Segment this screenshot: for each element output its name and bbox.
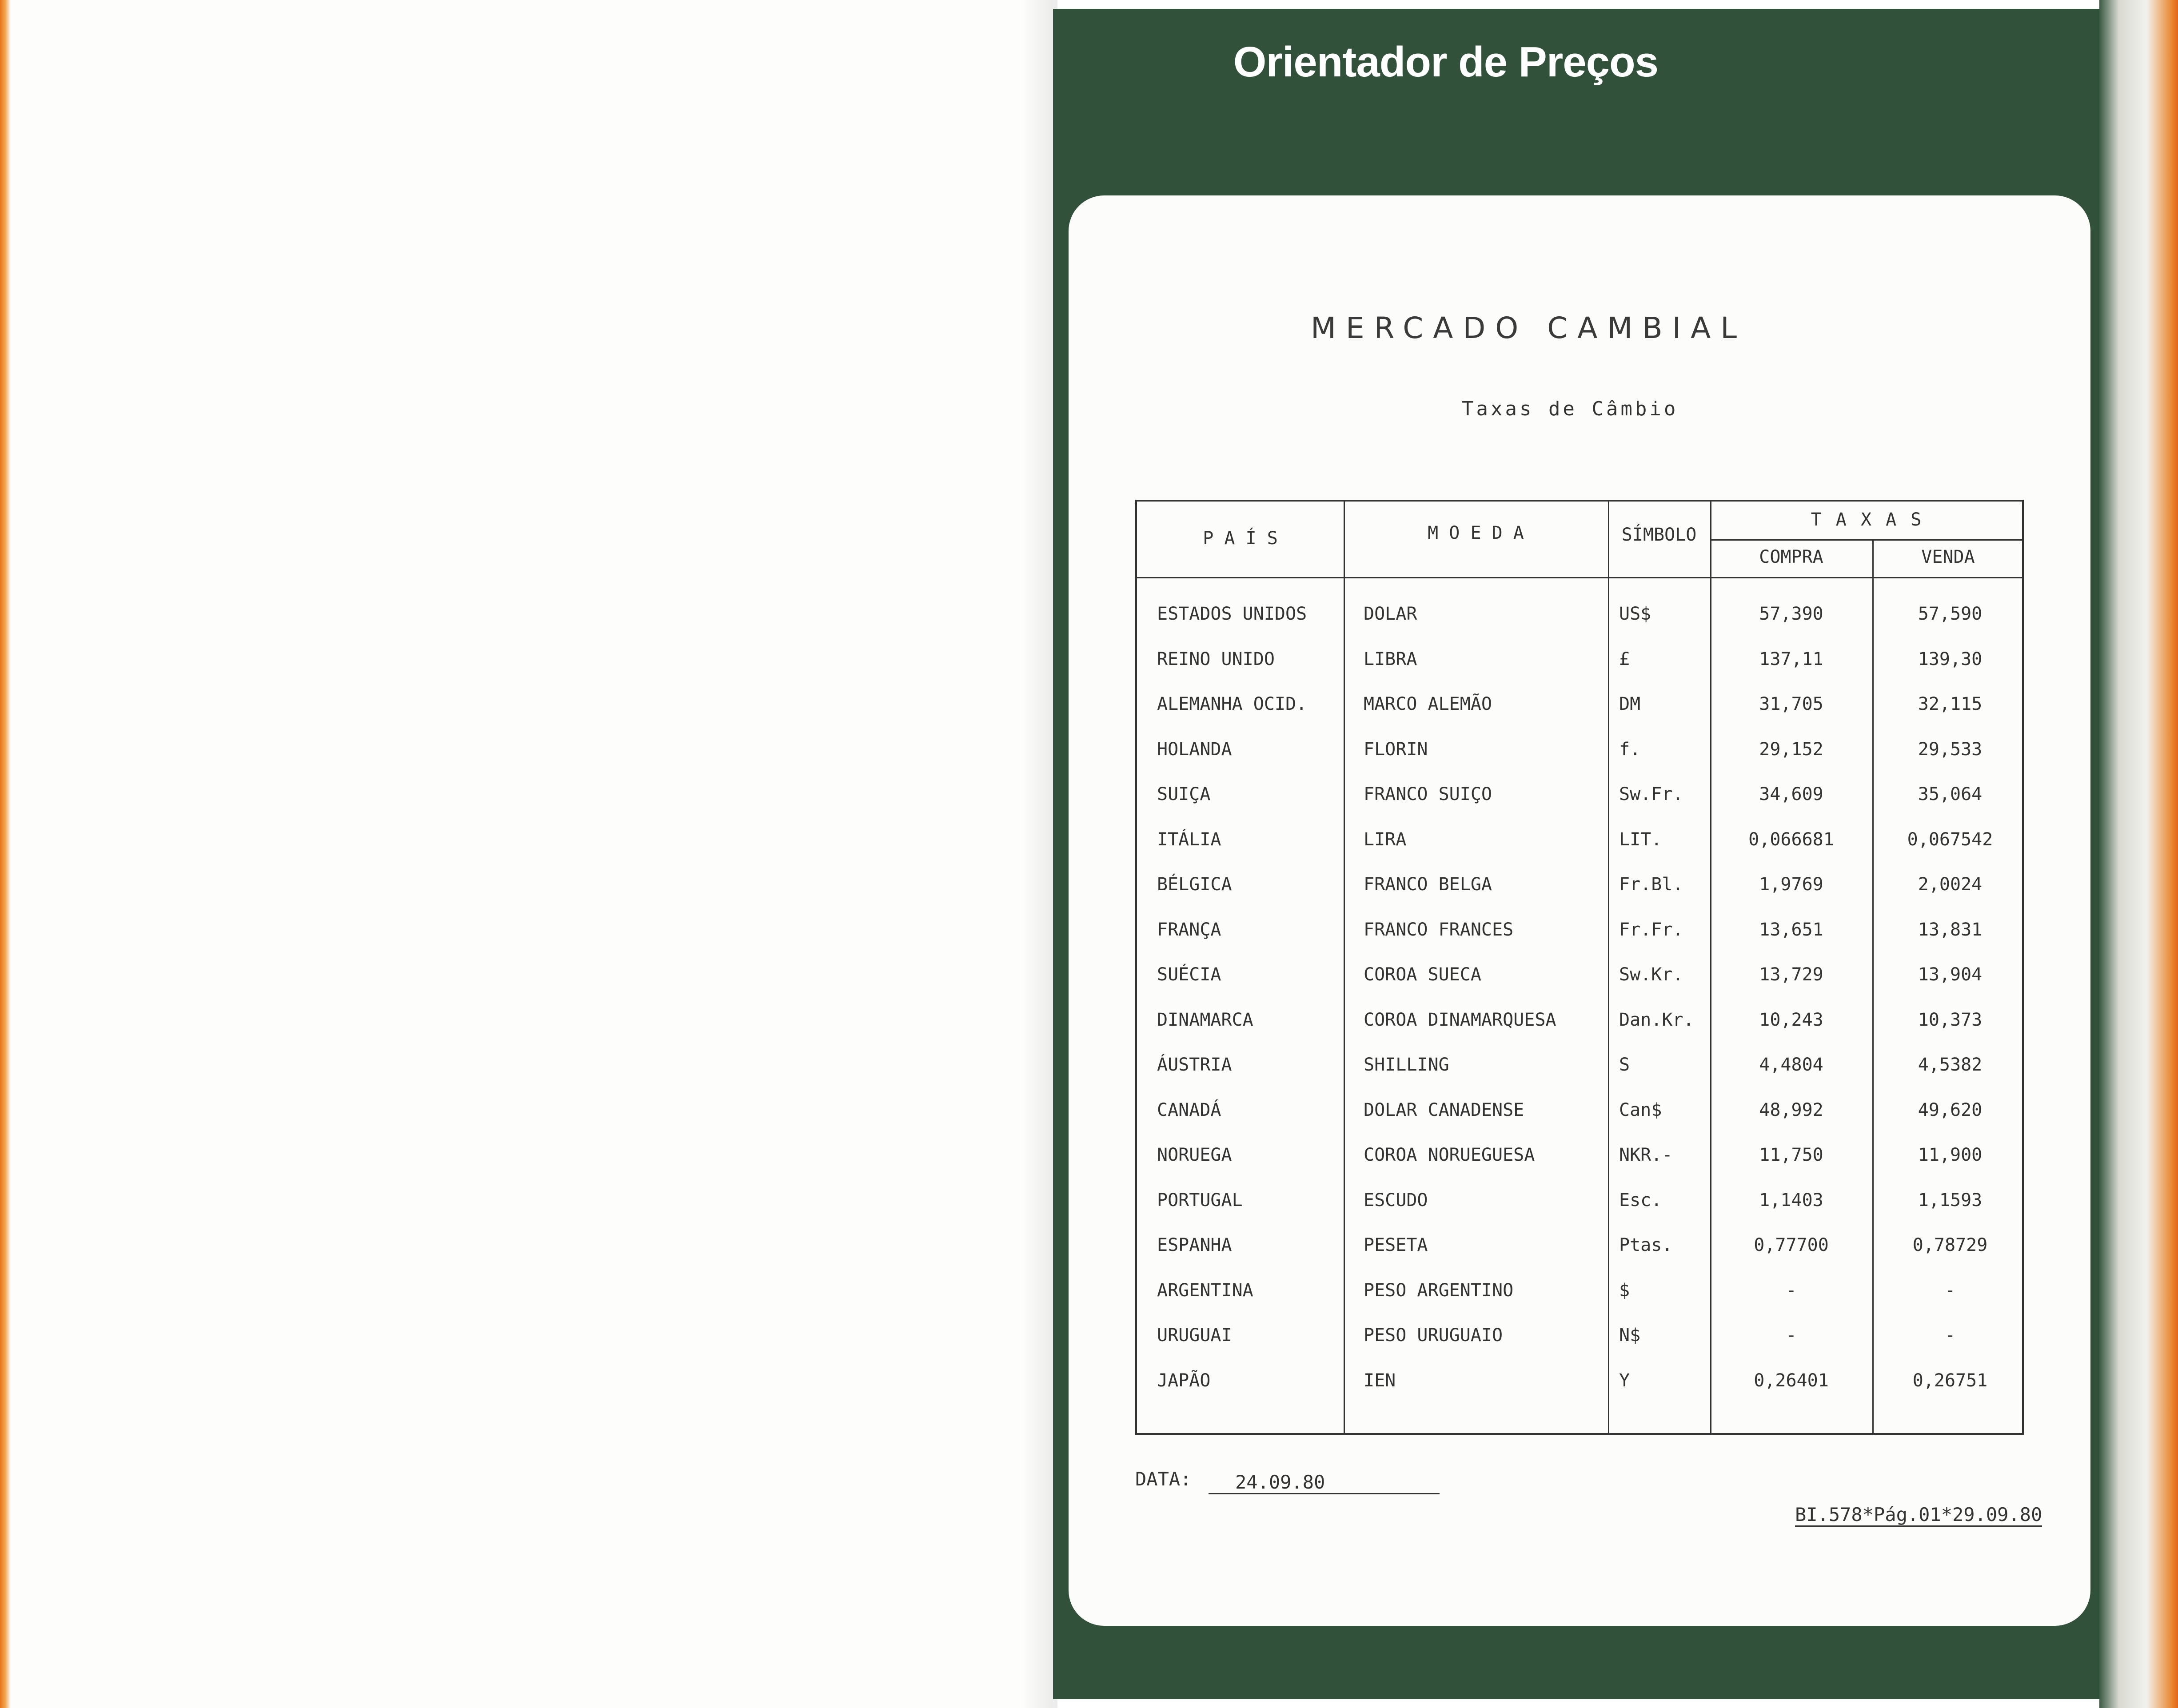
row-venda: 4,5382: [1918, 1055, 1983, 1075]
row-venda: 2,0024: [1918, 874, 1983, 895]
date-label: DATA:: [1135, 1468, 1192, 1490]
spine-shadow: [1022, 0, 1057, 1708]
row-venda: 57,590: [1918, 604, 1983, 624]
row-simbolo: Sw.Kr.: [1619, 964, 1683, 985]
date-text: 24.09.80: [1235, 1471, 1325, 1493]
row-moeda: FLORIN: [1364, 739, 1428, 760]
row-pais: ÁUSTRIA: [1157, 1055, 1232, 1075]
row-compra: 137,11: [1759, 649, 1823, 669]
row-moeda: LIRA: [1364, 829, 1407, 850]
row-compra: 10,243: [1759, 1009, 1823, 1030]
row-simbolo: Fr.Fr.: [1619, 919, 1683, 940]
row-moeda: ESCUDO: [1364, 1190, 1428, 1210]
header-compra: COMPRA: [1759, 547, 1823, 567]
row-pais: FRANÇA: [1157, 919, 1221, 940]
row-moeda: COROA SUECA: [1364, 964, 1481, 985]
row-venda: 1,1593: [1918, 1190, 1983, 1210]
row-simbolo: Ptas.: [1619, 1235, 1673, 1255]
row-moeda: DOLAR CANADENSE: [1364, 1099, 1524, 1120]
row-moeda: FRANCO BELGA: [1364, 874, 1492, 895]
row-pais: HOLANDA: [1157, 739, 1232, 760]
column-divider: [1608, 502, 1609, 1433]
row-simbolo: Can$: [1619, 1099, 1662, 1120]
header-moeda: M O E D A: [1428, 523, 1524, 543]
row-compra: 1,9769: [1759, 874, 1823, 895]
column-divider: [1344, 502, 1345, 1433]
reference-code: BI.578*Pág.01*29.09.80: [1795, 1504, 2042, 1527]
document-subtitle: Taxas de Câmbio: [1462, 398, 1679, 420]
row-compra: 57,390: [1759, 604, 1823, 624]
row-moeda: COROA NORUEGUESA: [1364, 1145, 1535, 1165]
row-pais: ALEMANHA OCID.: [1157, 694, 1307, 714]
header-taxas: T A X A S: [1811, 510, 1923, 530]
row-pais: BÉLGICA: [1157, 874, 1232, 895]
row-simbolo: Sw.Fr.: [1619, 784, 1683, 804]
row-venda: 13,904: [1918, 964, 1983, 985]
row-moeda: PESO ARGENTINO: [1364, 1280, 1514, 1301]
row-compra: -: [1786, 1280, 1797, 1301]
row-moeda: DOLAR: [1364, 604, 1417, 624]
row-simbolo: Esc.: [1619, 1190, 1662, 1210]
row-moeda: PESO URUGUAIO: [1364, 1325, 1503, 1346]
row-simbolo: Fr.Bl.: [1619, 874, 1683, 895]
row-compra: 1,1403: [1759, 1190, 1823, 1210]
row-simbolo: £: [1619, 649, 1630, 669]
row-pais: SUÉCIA: [1157, 964, 1221, 985]
row-pais: SUIÇA: [1157, 784, 1211, 804]
column-divider: [1710, 502, 1711, 1433]
document-title: MERCADO CAMBIAL: [1311, 311, 1747, 345]
row-simbolo: Y: [1619, 1370, 1630, 1391]
row-compra: 4,4804: [1759, 1055, 1823, 1075]
row-simbolo: f.: [1619, 739, 1641, 760]
row-simbolo: S: [1619, 1055, 1630, 1075]
row-compra: 0,26401: [1754, 1370, 1829, 1391]
row-venda: 10,373: [1918, 1009, 1983, 1030]
left-blank-page: [0, 0, 1053, 1708]
row-moeda: FRANCO SUIÇO: [1364, 784, 1492, 804]
row-pais: CANADÁ: [1157, 1099, 1221, 1120]
row-venda: 13,831: [1918, 919, 1983, 940]
row-pais: ESPANHA: [1157, 1235, 1232, 1255]
row-venda: 0,78729: [1912, 1235, 1988, 1255]
row-venda: 49,620: [1918, 1099, 1983, 1120]
row-venda: 32,115: [1918, 694, 1983, 714]
row-simbolo: Dan.Kr.: [1619, 1009, 1694, 1030]
row-simbolo: LIT.: [1619, 829, 1662, 850]
row-simbolo: DM: [1619, 694, 1641, 714]
header-simbolo: SÍMBOLO: [1621, 525, 1697, 545]
row-compra: 48,992: [1759, 1099, 1823, 1120]
row-pais: DINAMARCA: [1157, 1009, 1253, 1030]
row-moeda: IEN: [1364, 1370, 1396, 1391]
row-pais: ITÁLIA: [1157, 829, 1221, 850]
row-compra: -: [1786, 1325, 1797, 1346]
row-venda: 0,067542: [1907, 829, 1993, 850]
row-simbolo: US$: [1619, 604, 1651, 624]
exchange-rate-table: [1135, 500, 2024, 1435]
row-compra: 31,705: [1759, 694, 1823, 714]
date-value: [1209, 1471, 1440, 1494]
row-compra: 0,77700: [1754, 1235, 1829, 1255]
row-venda: 0,26751: [1912, 1370, 1988, 1391]
row-moeda: LIBRA: [1364, 649, 1417, 669]
row-moeda: SHILLING: [1364, 1055, 1449, 1075]
row-simbolo: NKR.-: [1619, 1145, 1673, 1165]
header-bottom-line: [1137, 577, 2022, 578]
row-compra: 13,729: [1759, 964, 1823, 985]
header-venda: VENDA: [1921, 547, 1975, 567]
row-pais: URUGUAI: [1157, 1325, 1232, 1346]
header-title: Orientador de Preços: [1233, 38, 1658, 86]
column-divider: [1872, 539, 1874, 1433]
row-moeda: MARCO ALEMÃO: [1364, 694, 1492, 714]
row-venda: 35,064: [1918, 784, 1983, 804]
left-page-edge: [0, 0, 11, 1708]
row-compra: 0,066681: [1748, 829, 1834, 850]
row-simbolo: $: [1619, 1280, 1630, 1301]
row-compra: 34,609: [1759, 784, 1823, 804]
row-pais: ARGENTINA: [1157, 1280, 1253, 1301]
row-venda: -: [1944, 1280, 1956, 1301]
row-pais: REINO UNIDO: [1157, 649, 1275, 669]
row-pais: JAPÃO: [1157, 1370, 1211, 1391]
row-compra: 11,750: [1759, 1145, 1823, 1165]
header-pais: P A Í S: [1203, 528, 1278, 549]
row-moeda: FRANCO FRANCES: [1364, 919, 1514, 940]
row-simbolo: N$: [1619, 1325, 1641, 1346]
right-page-edge: [2099, 0, 2178, 1708]
row-pais: NORUEGA: [1157, 1145, 1232, 1165]
header-divider: [1710, 539, 2022, 541]
row-pais: ESTADOS UNIDOS: [1157, 604, 1307, 624]
row-venda: -: [1944, 1325, 1956, 1346]
row-compra: 13,651: [1759, 919, 1823, 940]
row-compra: 29,152: [1759, 739, 1823, 760]
row-moeda: PESETA: [1364, 1235, 1428, 1255]
row-venda: 11,900: [1918, 1145, 1983, 1165]
row-venda: 139,30: [1918, 649, 1983, 669]
row-venda: 29,533: [1918, 739, 1983, 760]
row-moeda: COROA DINAMARQUESA: [1364, 1009, 1556, 1030]
row-pais: PORTUGAL: [1157, 1190, 1243, 1210]
